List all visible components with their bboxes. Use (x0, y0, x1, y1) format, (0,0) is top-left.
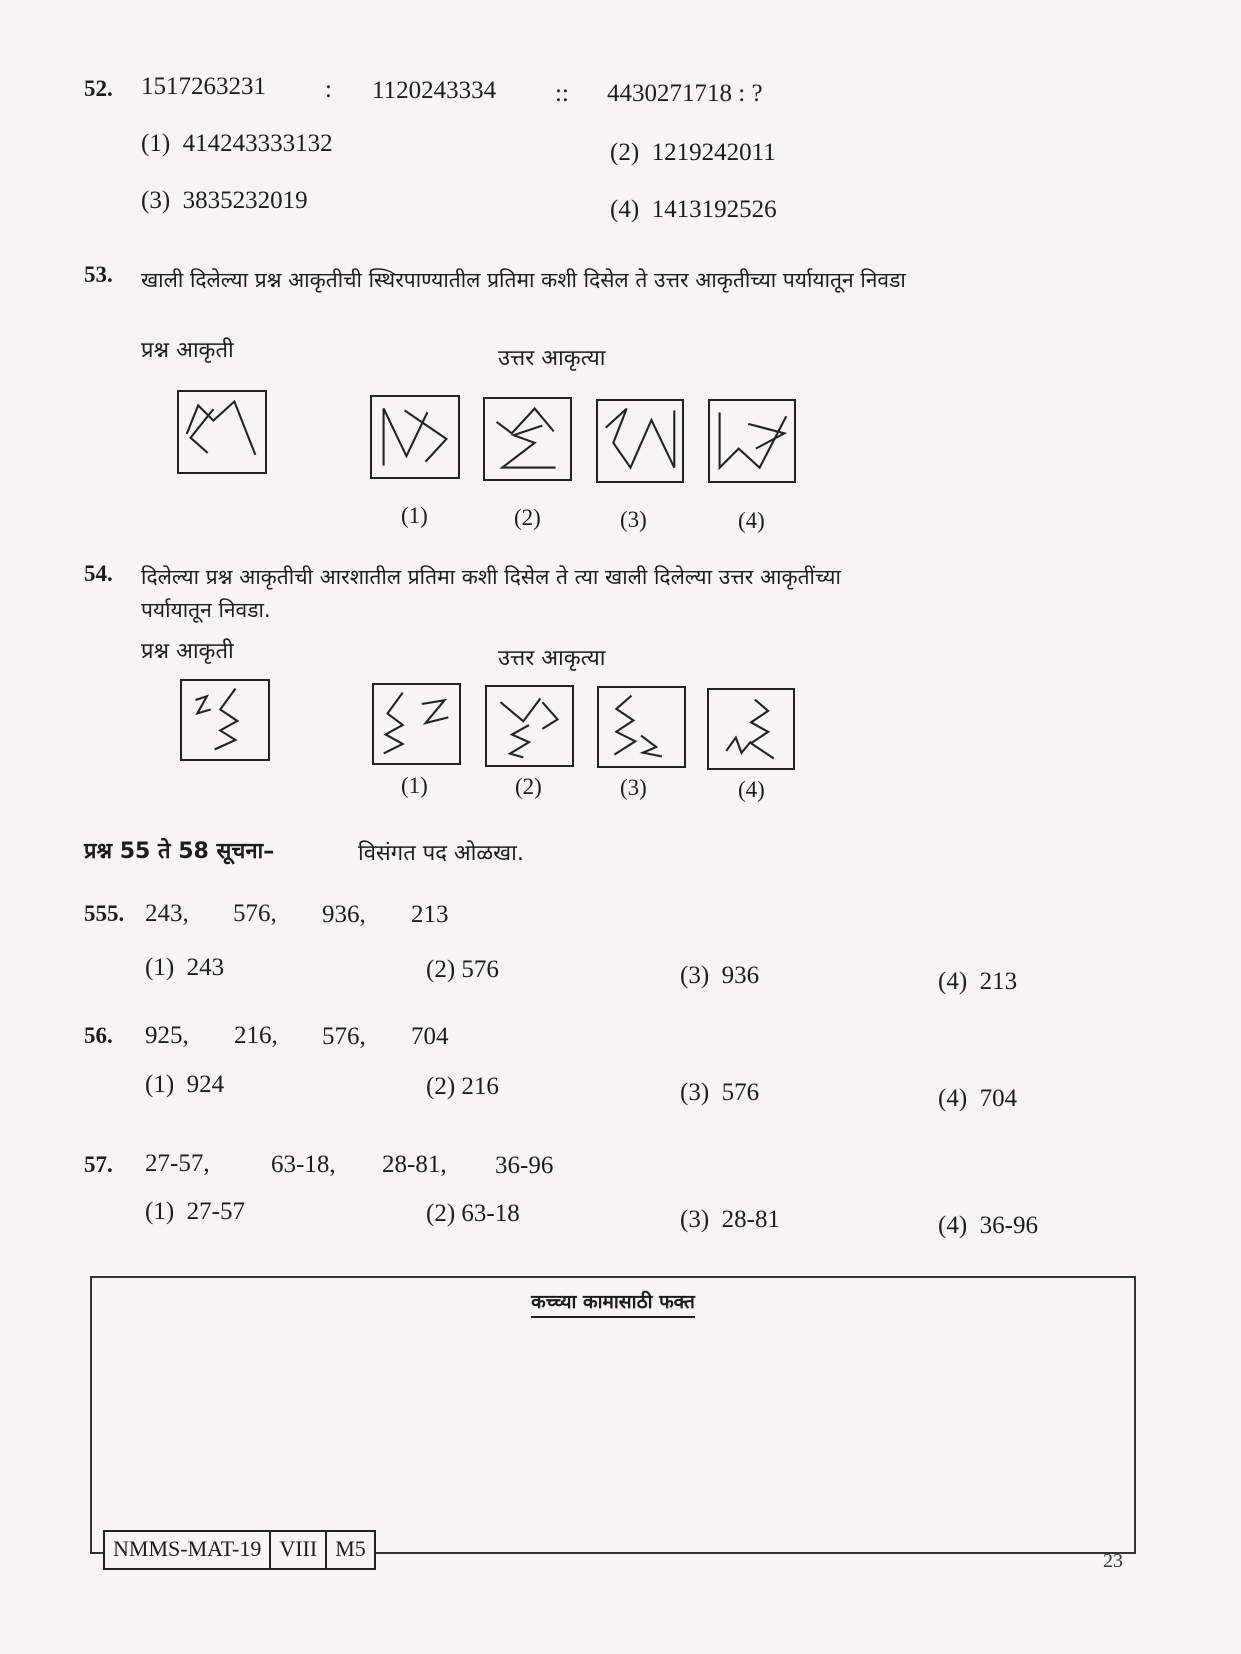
option[interactable]: (3) 28-81 (680, 1206, 780, 1233)
series-term: 36-96 (495, 1152, 554, 1179)
figure-drawing (374, 685, 459, 763)
series-term: 4430271718 : ? (607, 80, 763, 107)
rough-work-box (90, 1276, 1136, 1554)
answer-figures-label: उत्तर आकृत्या (498, 346, 606, 371)
question-number: 52. (84, 76, 113, 101)
answer-figure-2[interactable] (483, 397, 572, 481)
answer-figure-1[interactable] (370, 395, 460, 479)
question-figure (177, 390, 267, 474)
series-term: 243, (145, 900, 189, 927)
answer-figure-label: (2) (514, 505, 541, 530)
option[interactable]: (4) 213 (938, 968, 1018, 995)
option[interactable]: (3) 936 (680, 962, 760, 989)
series-term: 216, (234, 1022, 278, 1049)
answer-figure-label: (3) (620, 775, 647, 800)
series-term: 704 (411, 1023, 449, 1050)
option[interactable]: (4) 1413192526 (610, 196, 777, 223)
paper-class: VIII (271, 1532, 327, 1568)
instructions-prefix: प्रश्न 55 ते 58 सूचना– (84, 839, 275, 864)
answer-figure-3[interactable] (596, 399, 684, 483)
option[interactable]: (2) 576 (426, 956, 499, 983)
figure-drawing (372, 397, 458, 477)
question-text: पर्यायातून निवडा. (141, 598, 271, 622)
option[interactable]: (3) 3835232019 (141, 187, 308, 214)
option[interactable]: (2) 63-18 (426, 1200, 520, 1227)
figure-drawing (598, 401, 682, 481)
answer-figure-4[interactable] (708, 399, 796, 483)
series-term: 576, (233, 900, 277, 927)
paper-code-box (103, 1530, 376, 1570)
question-number: 57. (84, 1152, 113, 1177)
option[interactable]: (4) 704 (938, 1085, 1018, 1112)
ratio-separator: : (325, 76, 332, 103)
option[interactable]: (1) 27-57 (145, 1198, 245, 1225)
option[interactable]: (1) 924 (145, 1071, 225, 1098)
answer-figures-label: उत्तर आकृत्या (498, 646, 606, 671)
question-figure-label: प्रश्न आकृती (141, 639, 234, 664)
question-number: 56. (84, 1023, 113, 1048)
question-number: 54. (84, 561, 113, 586)
answer-figure-label: (4) (738, 508, 765, 533)
rough-work-title: कच्च्या कामासाठी फक्त (92, 1288, 1134, 1314)
option[interactable]: (3) 576 (680, 1079, 760, 1106)
figure-drawing (485, 399, 570, 479)
answer-figure-label: (1) (401, 503, 428, 528)
series-term: 936, (322, 901, 366, 928)
answer-figure-label: (3) (620, 507, 647, 532)
figure-drawing (710, 401, 794, 481)
paper-medium: M5 (335, 1536, 366, 1561)
answer-figure-3[interactable] (597, 686, 686, 768)
series-term: 28-81, (382, 1151, 447, 1178)
figure-drawing (599, 688, 684, 766)
series-term: 576, (322, 1023, 366, 1050)
option[interactable]: (2) 216 (426, 1073, 499, 1100)
series-term: 925, (145, 1022, 189, 1049)
question-figure-label: प्रश्न आकृती (141, 338, 234, 363)
instructions-text: विसंगत पद ओळखा. (358, 841, 524, 866)
series-term: 213 (411, 901, 449, 928)
question-number: 53. (84, 262, 113, 287)
figure-drawing (179, 392, 265, 472)
figure-drawing (182, 681, 268, 759)
answer-figure-1[interactable] (372, 683, 461, 765)
figure-drawing (487, 687, 572, 765)
answer-figure-2[interactable] (485, 685, 574, 767)
question-number: 555. (84, 901, 125, 926)
ratio-separator: :: (555, 80, 569, 107)
answer-figure-label: (2) (515, 774, 542, 799)
option[interactable]: (1) 414243333132 (141, 130, 333, 157)
series-term: 1120243334 (372, 77, 497, 104)
series-term: 1517263231 (141, 73, 266, 100)
series-term: 27-57, (145, 1150, 210, 1177)
option[interactable]: (2) 1219242011 (610, 139, 776, 166)
option[interactable]: (1) 243 (145, 954, 225, 981)
figure-drawing (709, 690, 793, 768)
question-text: खाली दिलेल्या प्रश्न आकृतीची स्थिरपाण्यातील प्रतिमा कशी दिसेल ते उत्तर आकृतीच्या पर्यायातून निवडा (141, 268, 906, 292)
series-term: 63-18, (271, 1151, 336, 1178)
question-figure (180, 679, 270, 761)
answer-figure-label: (1) (401, 773, 428, 798)
page-number: 23 (1103, 1550, 1123, 1572)
option[interactable]: (4) 36-96 (938, 1212, 1038, 1239)
answer-figure-4[interactable] (707, 688, 795, 770)
answer-figure-label: (4) (738, 777, 765, 802)
question-text: दिलेल्या प्रश्न आकृतीची आरशातील प्रतिमा कशी दिसेल ते त्या खाली दिलेल्या उत्तर आकृतींच्या (141, 565, 841, 589)
paper-code: NMMS-MAT-19 (105, 1532, 271, 1568)
